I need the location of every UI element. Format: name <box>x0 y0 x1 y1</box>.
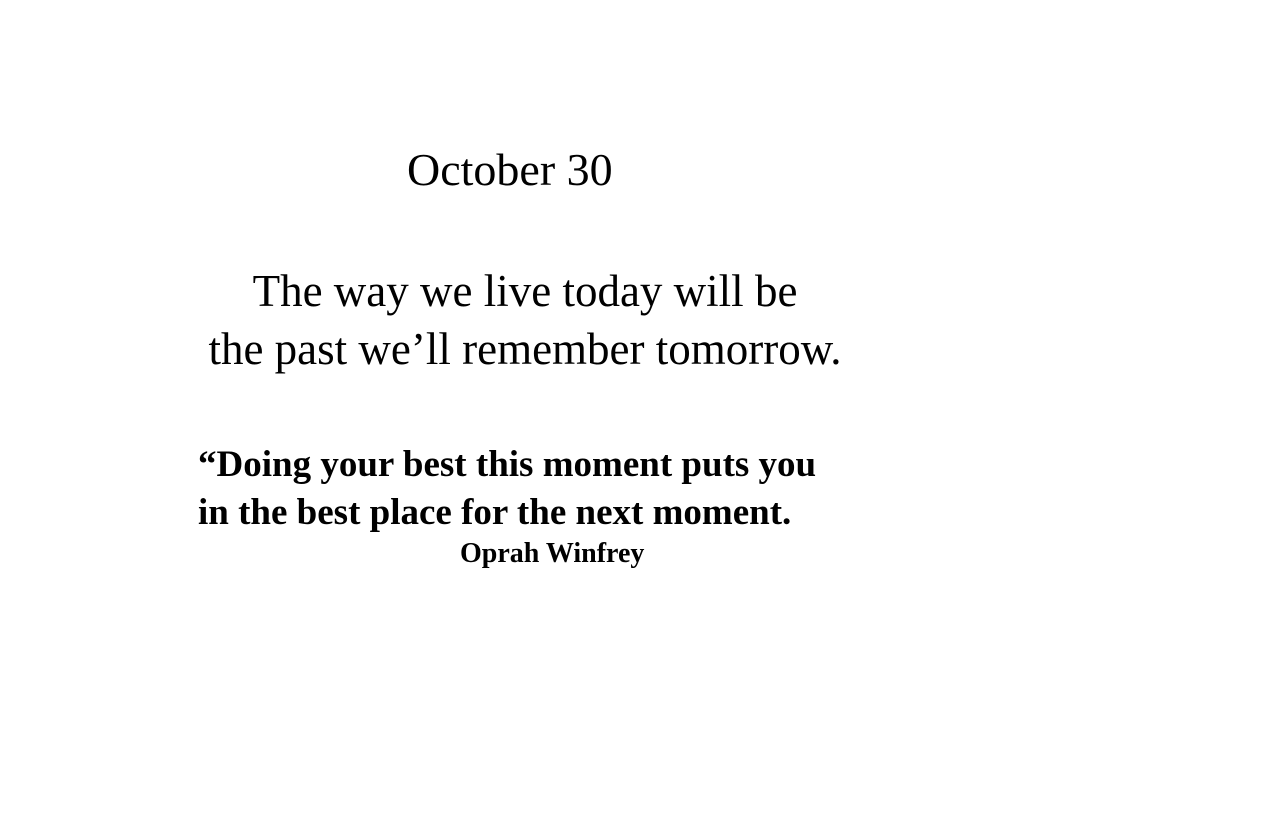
daily-saying <box>165 262 885 378</box>
saying-line-1: The way we live today will be <box>252 266 798 316</box>
quote-author: Oprah Winfrey <box>460 538 645 569</box>
quote-line-2: in the best place for the next moment. <box>198 492 792 533</box>
saying-line-2: the past we’ll remember tomorrow. <box>208 324 842 374</box>
page-date: October 30 <box>407 144 613 195</box>
quote-block <box>198 441 898 537</box>
quote-line-1: “Doing your best this moment puts you <box>198 444 817 485</box>
